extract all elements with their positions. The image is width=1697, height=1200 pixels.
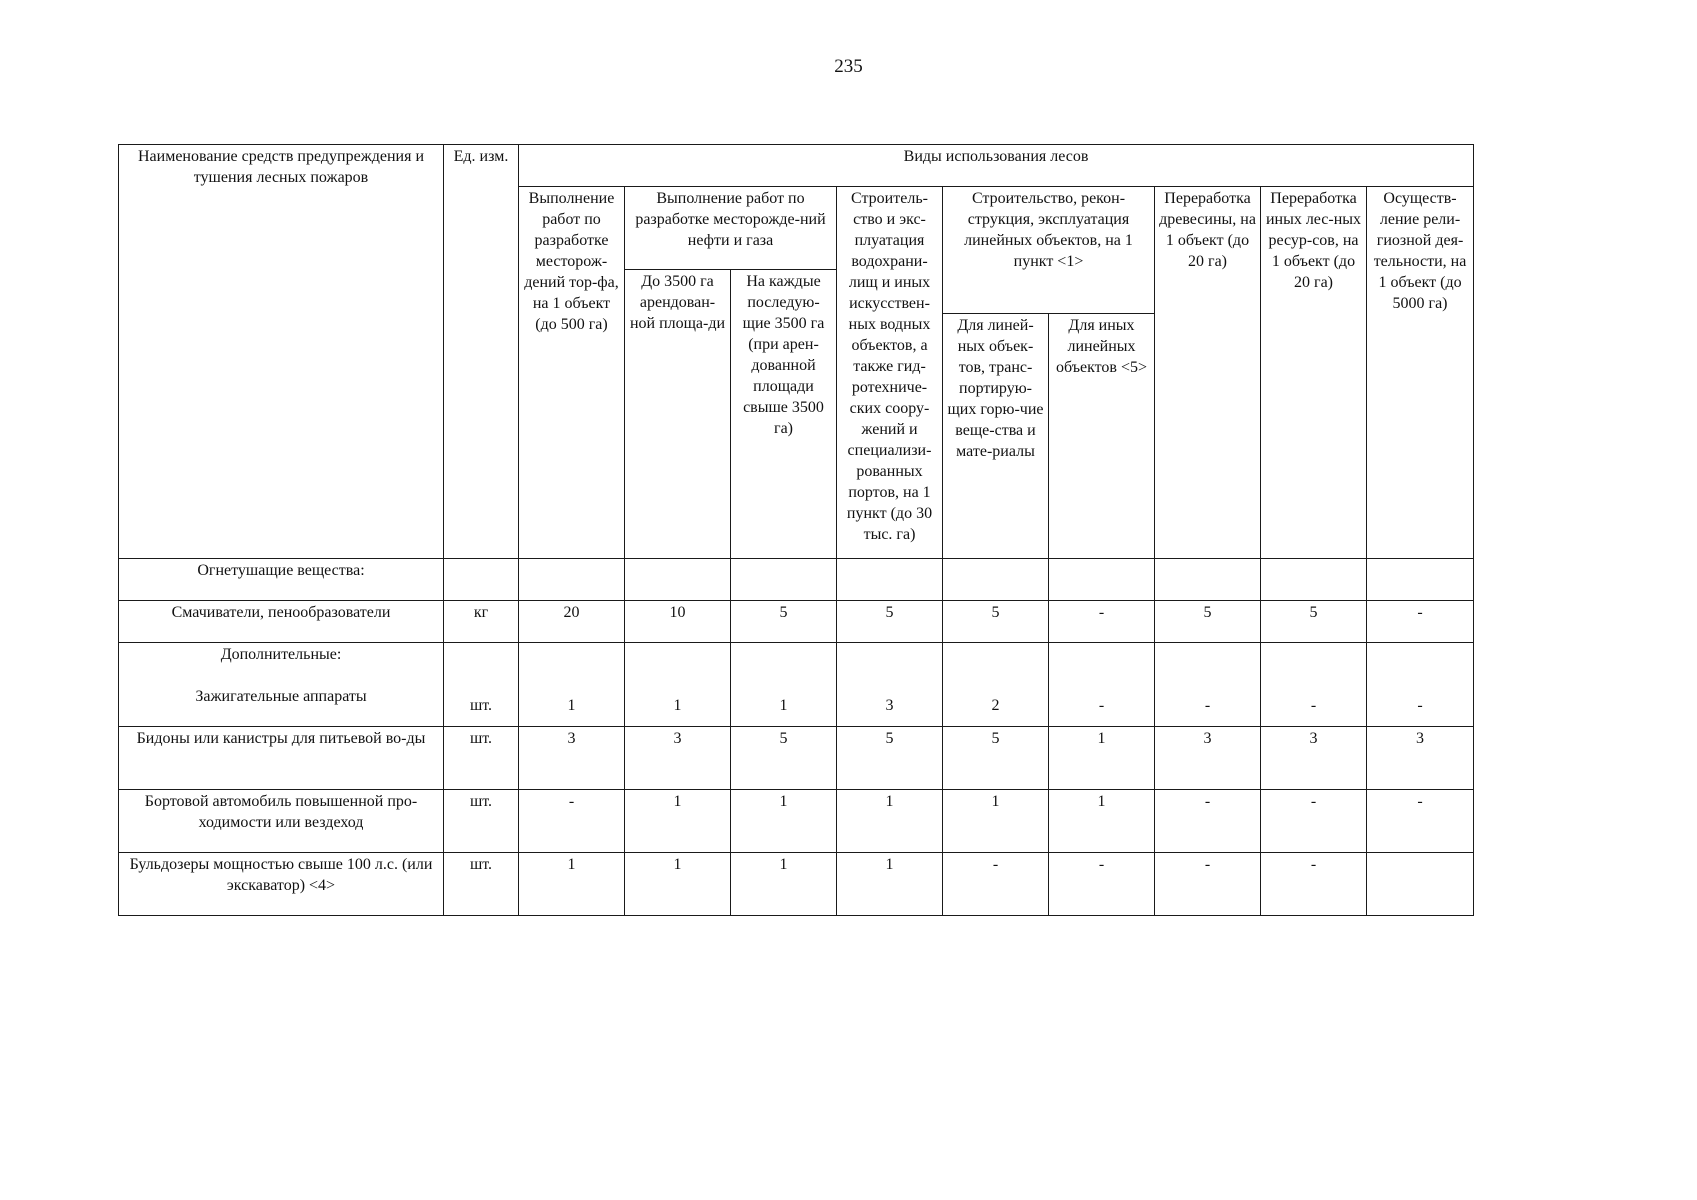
row-unit: шт.	[444, 853, 519, 916]
value-cell: 1	[1049, 790, 1155, 853]
value-cell: 3	[1367, 727, 1474, 790]
header-oil-gas-up-to-3500: До 3500 га арендован-ной площа-ди	[625, 270, 731, 559]
value-cell: 20	[519, 601, 625, 643]
value-cell: 1	[519, 853, 625, 916]
table-row	[119, 727, 1474, 790]
spacer	[122, 665, 440, 686]
value-cell: 5	[837, 727, 943, 790]
empty-cell	[444, 559, 519, 601]
empty-cell	[519, 559, 625, 601]
empty-cell	[837, 559, 943, 601]
header-peat: Выполнение работ по разработке месторож-дений тор-фа, на 1 объект (до 500 га)	[519, 187, 625, 559]
header-religious: Осуществ-ление рели-гиозной дея-тельности, на 1 объект (до 5000 га)	[1367, 187, 1474, 559]
value-cell: 1	[519, 643, 625, 727]
header-linear-objects: Строительство, рекон-струкция, эксплуатация линейных объектов, на 1 пункт <1>	[943, 187, 1155, 314]
table-row	[119, 601, 1474, 643]
value-cell: 10	[625, 601, 731, 643]
value-cell: -	[1367, 601, 1474, 643]
header-oil-gas: Выполнение работ по разработке месторожде-ний нефти и газа	[625, 187, 837, 270]
header-name-column: Наименование средств предупреждения и тушения лесных пожаров	[119, 145, 444, 559]
table-row	[119, 643, 1474, 727]
empty-cell	[1367, 559, 1474, 601]
value-cell: -	[1261, 643, 1367, 727]
value-cell: 1	[731, 853, 837, 916]
value-cell: 1	[837, 790, 943, 853]
value-cell: 5	[1155, 601, 1261, 643]
value-cell: -	[943, 853, 1049, 916]
section-extinguishing-agents: Огнетушащие вещества:	[119, 559, 444, 601]
value-cell: -	[1155, 643, 1261, 727]
table-row	[119, 790, 1474, 853]
row-name: Бульдозеры мощностью свыше 100 л.с. (или экскаватор) <4>	[119, 853, 444, 916]
section-additional: Дополнительные:	[220, 646, 342, 663]
header-forest-use-types: Виды использования лесов	[519, 145, 1474, 187]
value-cell: -	[1367, 790, 1474, 853]
header-unit-column: Ед. изм.	[444, 145, 519, 559]
header-linear-flammable: Для линей-ных объек-тов, транс-портирую-щих горю-чие веще-ства и мате-риалы	[943, 314, 1049, 559]
empty-cell	[943, 559, 1049, 601]
row-unit: шт.	[444, 727, 519, 790]
value-cell: 5	[731, 727, 837, 790]
value-cell: 5	[837, 601, 943, 643]
table-row	[119, 559, 1474, 601]
value-cell	[1367, 853, 1474, 916]
header-other-resources: Переработка иных лес-ных ресур-сов, на 1 объект (до 20 га)	[1261, 187, 1367, 559]
header-reservoirs: Строитель-ство и экс-плуатация водохрани-лищ и иных искусствен-ных водных объектов, а также гид-ротехниче-ских соору-жений и специализи-рованных портов, на 1 пункт (до 30 тыс. га)	[837, 187, 943, 559]
value-cell: -	[1155, 790, 1261, 853]
value-cell: -	[1049, 601, 1155, 643]
fire-equipment-table	[118, 144, 1474, 916]
value-cell: 3	[625, 727, 731, 790]
value-cell: 1	[625, 790, 731, 853]
value-cell: 1	[837, 853, 943, 916]
value-cell: 3	[519, 727, 625, 790]
value-cell: -	[1261, 853, 1367, 916]
empty-cell	[625, 559, 731, 601]
row-name-group	[119, 643, 444, 727]
header-linear-other: Для иных линейных объектов <5>	[1049, 314, 1155, 559]
row-unit: шт.	[444, 790, 519, 853]
value-cell: -	[1261, 790, 1367, 853]
empty-cell	[1155, 559, 1261, 601]
header-oil-gas-each-next-3500: На каждые последую-щие 3500 га (при арен-дованной площади свыше 3500 га)	[731, 270, 837, 559]
row-name: Смачиватели, пенообразователи	[119, 601, 444, 643]
value-cell: 1	[731, 790, 837, 853]
value-cell: -	[1049, 643, 1155, 727]
value-cell: 5	[1261, 601, 1367, 643]
empty-cell	[1049, 559, 1155, 601]
value-cell: -	[1155, 853, 1261, 916]
value-cell: 3	[1261, 727, 1367, 790]
value-cell: 3	[1155, 727, 1261, 790]
value-cell: 3	[837, 643, 943, 727]
row-name: Зажигательные аппараты	[195, 688, 367, 705]
value-cell: 5	[943, 727, 1049, 790]
value-cell: -	[1049, 853, 1155, 916]
value-cell: 5	[731, 601, 837, 643]
value-cell: 1	[943, 790, 1049, 853]
row-unit: кг	[444, 601, 519, 643]
value-cell: 1	[1049, 727, 1155, 790]
value-cell: 5	[943, 601, 1049, 643]
header-wood-processing: Переработка древесины, на 1 объект (до 20 га)	[1155, 187, 1261, 559]
value-cell: -	[519, 790, 625, 853]
empty-cell	[1261, 559, 1367, 601]
value-cell: 1	[625, 853, 731, 916]
row-name: Бортовой автомобиль повышенной про-ходимости или вездеход	[119, 790, 444, 853]
empty-cell	[731, 559, 837, 601]
value-cell: 2	[943, 643, 1049, 727]
table-row	[119, 853, 1474, 916]
row-unit: шт.	[444, 643, 519, 727]
row-name: Бидоны или канистры для питьевой во-ды	[119, 727, 444, 790]
page-number: 235	[834, 56, 863, 77]
value-cell: 1	[625, 643, 731, 727]
value-cell: -	[1367, 643, 1474, 727]
value-cell: 1	[731, 643, 837, 727]
